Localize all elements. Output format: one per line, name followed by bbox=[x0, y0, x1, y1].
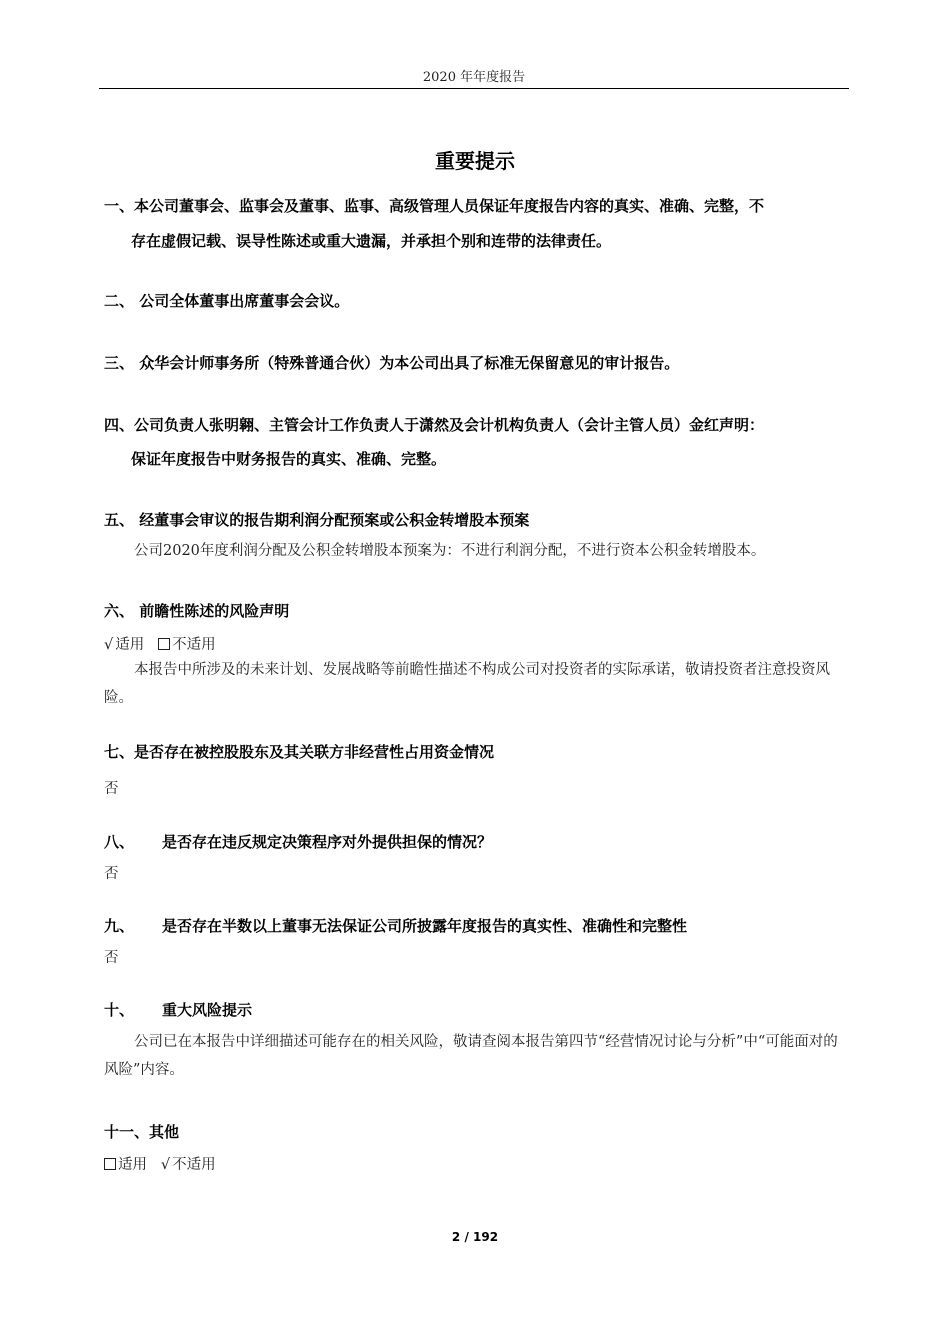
section-11-heading: 十一、其他 bbox=[104, 1123, 180, 1141]
empty-checkbox-icon bbox=[104, 1158, 116, 1170]
check-mark-icon: √ bbox=[104, 637, 114, 653]
option-applicable-label: 适用 bbox=[118, 1157, 147, 1173]
section-4-line-1: 四、公司负责人张明翱、主管会计工作负责人于潇然及会计机构负责人（会计主管人员）金红声明： bbox=[104, 416, 765, 434]
section-8-title: 是否存在违反规定决策程序对外提供担保的情况？ bbox=[162, 833, 493, 851]
section-6-body: 本报告中所涉及的未来计划、发展战略等前瞻性描述不构成公司对投资者的实际承诺，敬请投资者注意投资风险。 bbox=[104, 662, 830, 706]
section-1-line-2: 存在虚假记载、误导性陈述或重大遗漏，并承担个别和连带的法律责任。 bbox=[131, 232, 612, 250]
section-2: 二、 公司全体董事出席董事会会议。 bbox=[104, 292, 350, 310]
section-10-title: 重大风险提示 bbox=[162, 1001, 253, 1019]
section-10-number: 十、 bbox=[104, 1001, 135, 1019]
page-header: 2020 年年度报告 bbox=[422, 70, 526, 85]
section-10-heading bbox=[104, 1000, 850, 1020]
section-10-body: 公司已在本报告中详细描述可能存在的相关风险，敬请查阅本报告第四节“经营情况讨论与分析”中“可能面对的风险”内容。 bbox=[104, 1034, 838, 1078]
option-applicable-label: 适用 bbox=[115, 637, 145, 653]
section-9-number: 九、 bbox=[104, 917, 135, 935]
section-5-body: 公司2020年度利润分配及公积金转增股本预案为：不进行利润分配，不进行资本公积金转增股本。 bbox=[134, 543, 766, 559]
section-3: 三、 众华会计师事务所（特殊普通合伙）为本公司出具了标准无保留意见的审计报告。 bbox=[104, 354, 680, 372]
option-not-applicable-label: 不适用 bbox=[172, 1157, 216, 1173]
section-6-heading: 六、 前瞻性陈述的风险声明 bbox=[104, 602, 290, 620]
section-9-heading bbox=[104, 916, 850, 936]
section-1-line-1: 一、本公司董事会、监事会及董事、监事、高级管理人员保证年度报告内容的真实、准确、完整，不 bbox=[104, 197, 765, 215]
section-5-heading: 五、 经董事会审议的报告期利润分配预案或公积金转增股本预案 bbox=[104, 511, 530, 529]
header-divider bbox=[99, 88, 849, 89]
option-not-applicable-label: 不适用 bbox=[172, 637, 216, 653]
section-11-options bbox=[104, 1153, 850, 1174]
check-mark-icon: √ bbox=[160, 1157, 171, 1173]
section-9-title: 是否存在半数以上董事无法保证公司所披露年度报告的真实性、准确性和完整性 bbox=[162, 917, 688, 935]
section-4-line-2: 保证年度报告中财务报告的真实、准确、完整。 bbox=[131, 450, 447, 468]
section-8-heading bbox=[104, 832, 850, 852]
page-number: 2 / 192 bbox=[451, 1230, 499, 1244]
section-6-options bbox=[104, 633, 850, 654]
section-7-answer: 否 bbox=[104, 781, 119, 797]
section-7-heading: 七、是否存在被控股股东及其关联方非经营性占用资金情况 bbox=[104, 743, 495, 761]
empty-checkbox-icon bbox=[158, 638, 170, 650]
section-9-answer: 否 bbox=[104, 950, 119, 966]
section-8-number: 八、 bbox=[104, 833, 135, 851]
section-8-answer: 否 bbox=[104, 866, 119, 882]
page-title: 重要提示 bbox=[435, 149, 515, 173]
